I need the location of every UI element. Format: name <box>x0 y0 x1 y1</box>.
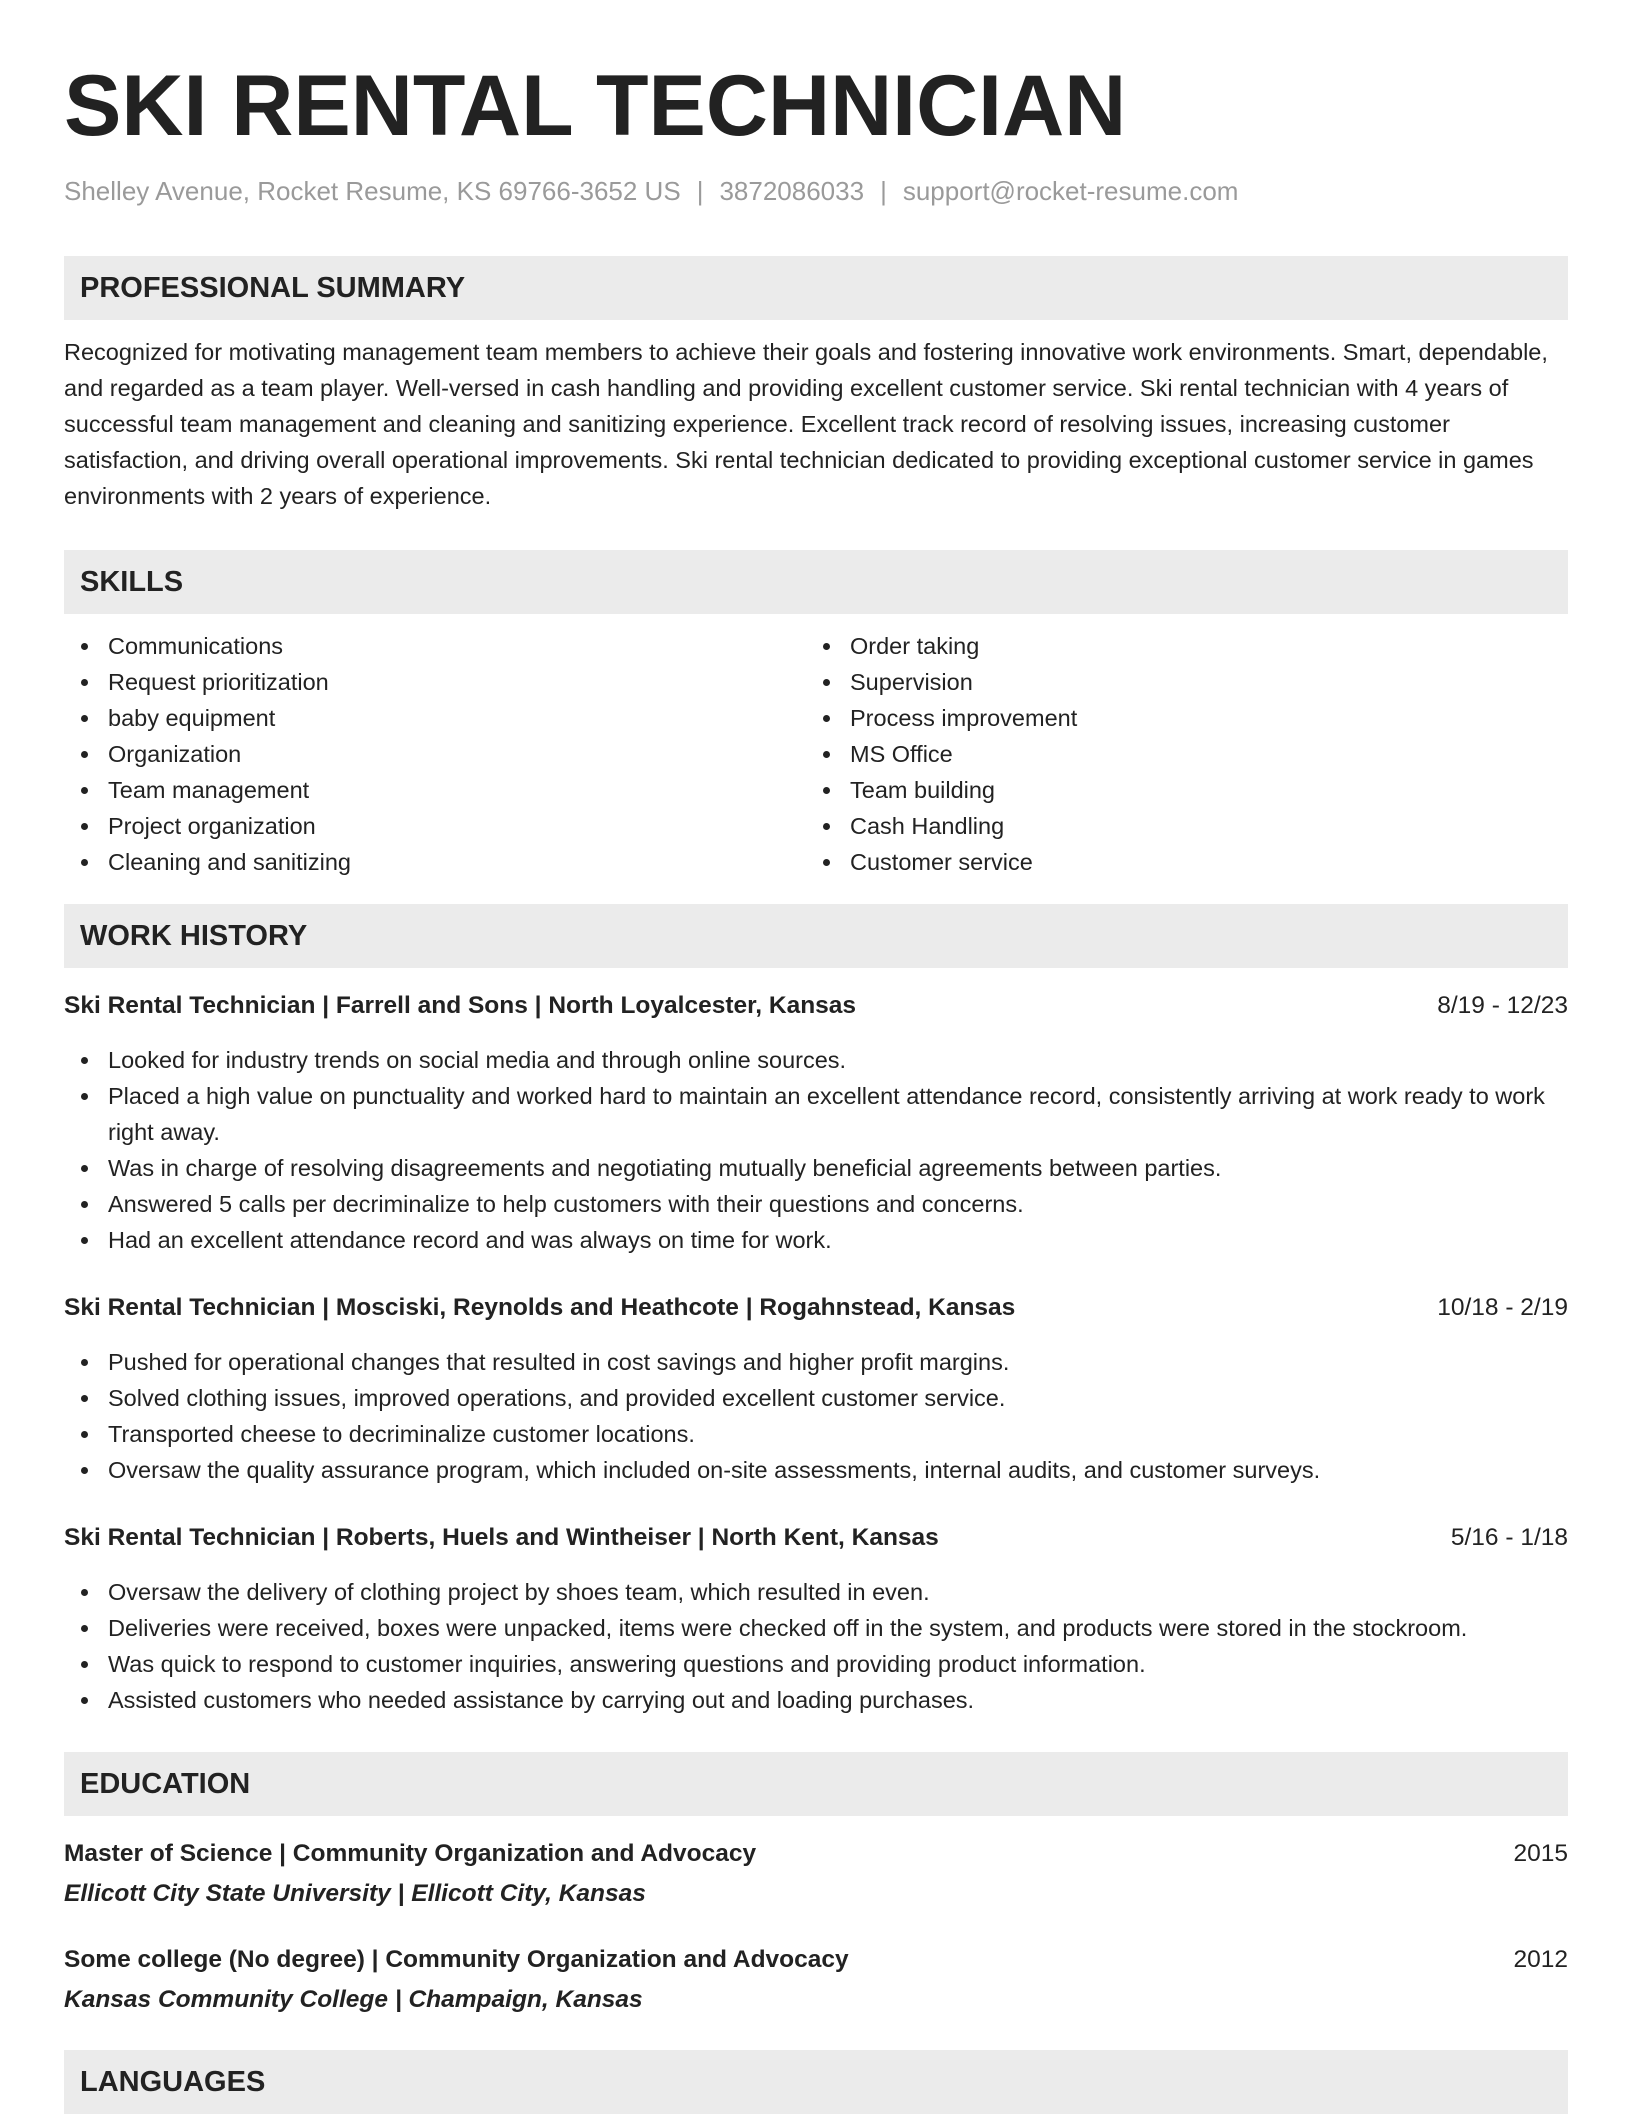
section-header-skills: SKILLS <box>64 550 1568 614</box>
education-school: Kansas Community College | Champaign, Kansas <box>64 1986 643 2013</box>
job-title: Ski Rental Technician | Mosciski, Reynolds and Heathcote | Rogahnstead, Kansas <box>64 1294 1016 1321</box>
job-bullet: Oversaw the quality assurance program, which included on-site assessments, internal audits, and customer surveys. <box>108 1452 1568 1488</box>
job-dates: 8/19 - 12/23 <box>1437 992 1568 1019</box>
skill-item: Supervision <box>850 664 1568 700</box>
job-dates: 10/18 - 2/19 <box>1437 1294 1568 1321</box>
resume-title: SKI RENTAL TECHNICIAN <box>64 58 1127 154</box>
section-header-education: EDUCATION <box>64 1752 1568 1816</box>
skill-item: Team management <box>108 772 806 808</box>
job-bullet: Answered 5 calls per decriminalize to help customers with their questions and concerns. <box>108 1186 1568 1222</box>
job-bullet: Had an excellent attendance record and was always on time for work. <box>108 1222 1568 1258</box>
job-bullet: Was quick to respond to customer inquiries, answering questions and providing product information. <box>108 1646 1568 1682</box>
job-bullet: Pushed for operational changes that resulted in cost savings and higher profit margins. <box>108 1344 1568 1380</box>
skill-item: Request prioritization <box>108 664 806 700</box>
education-row <box>64 1836 1568 1872</box>
skill-item: Organization <box>108 736 806 772</box>
job-bullet: Oversaw the delivery of clothing project by shoes team, which resulted in even. <box>108 1574 1568 1610</box>
job-bullet: Transported cheese to decriminalize customer locations. <box>108 1416 1568 1452</box>
skill-item: Order taking <box>850 628 1568 664</box>
skill-item: Team building <box>850 772 1568 808</box>
section-header-languages: LANGUAGES <box>64 2050 1568 2114</box>
education-school: Ellicott City State University | Ellicott City, Kansas <box>64 1880 646 1907</box>
job-bullet: Looked for industry trends on social media and through online sources. <box>108 1042 1568 1078</box>
section-header-summary: PROFESSIONAL SUMMARY <box>64 256 1568 320</box>
job-bullet: Placed a high value on punctuality and worked hard to maintain an excellent attendance record, consistently arriving at work ready to work right away. <box>108 1078 1568 1150</box>
contact-email: support@rocket-resume.com <box>902 176 1239 206</box>
skill-item: baby equipment <box>108 700 806 736</box>
job-bullet: Was in charge of resolving disagreements and negotiating mutually beneficial agreements between parties. <box>108 1150 1568 1186</box>
job-bullet: Deliveries were received, boxes were unpacked, items were checked off in the system, and products were stored in the stockroom. <box>108 1610 1568 1646</box>
contact-separator: | <box>696 176 704 206</box>
contact-line <box>64 174 1568 208</box>
education-row <box>64 1942 1568 1978</box>
job-bullets <box>64 1574 1568 1718</box>
contact-phone: 3872086033 <box>719 176 865 206</box>
skill-item: Project organization <box>108 808 806 844</box>
job-title-row <box>64 1290 1568 1326</box>
job-title: Ski Rental Technician | Roberts, Huels and Wintheiser | North Kent, Kansas <box>64 1524 939 1551</box>
skill-item: Communications <box>108 628 806 664</box>
job-entry <box>64 988 1568 1258</box>
summary-text: Recognized for motivating management team members to achieve their goals and fostering innovative work environments. Smart, dependable, and regarded as a team player. Well-versed in cash handling and providing excellent customer service. Ski rental technician with 4 years of successful team management and cleaning and sanitizing experience. Excellent track record of resolving issues, increasing customer satisfaction, and driving overall operational improvements. Ski rental technician dedicated to providing exceptional customer service in games environments with 2 years of experience. <box>64 339 1548 509</box>
skills-column-left <box>64 628 806 880</box>
skill-item: Cash Handling <box>850 808 1568 844</box>
education-entry <box>64 1942 1568 2018</box>
job-title-row <box>64 1520 1568 1556</box>
skill-item: Process improvement <box>850 700 1568 736</box>
skill-item: MS Office <box>850 736 1568 772</box>
education-year: 2012 <box>1513 1946 1568 1973</box>
job-bullets <box>64 1042 1568 1258</box>
education-entry <box>64 1836 1568 1912</box>
job-title: Ski Rental Technician | Farrell and Sons | North Loyalcester, Kansas <box>64 992 857 1019</box>
skills-column-right <box>806 628 1568 880</box>
education-degree: Some college (No degree) | Community Organization and Advocacy <box>64 1946 849 1973</box>
skill-item: Cleaning and sanitizing <box>108 844 806 880</box>
education-degree: Master of Science | Community Organization and Advocacy <box>64 1840 757 1867</box>
job-dates: 5/16 - 1/18 <box>1450 1524 1568 1551</box>
contact-separator: | <box>880 176 887 206</box>
education-year: 2015 <box>1513 1840 1568 1867</box>
skills-list <box>64 628 1568 880</box>
job-bullet: Solved clothing issues, improved operations, and provided excellent customer service. <box>108 1380 1568 1416</box>
job-bullets <box>64 1344 1568 1488</box>
job-entry <box>64 1520 1568 1718</box>
job-title-row <box>64 988 1568 1024</box>
skill-item: Customer service <box>850 844 1568 880</box>
section-header-work-history: WORK HISTORY <box>64 904 1568 968</box>
job-bullet: Assisted customers who needed assistance by carrying out and loading purchases. <box>108 1682 1568 1718</box>
contact-address: Shelley Avenue, Rocket Resume, KS 69766-3652 US <box>64 176 681 206</box>
job-entry <box>64 1290 1568 1488</box>
